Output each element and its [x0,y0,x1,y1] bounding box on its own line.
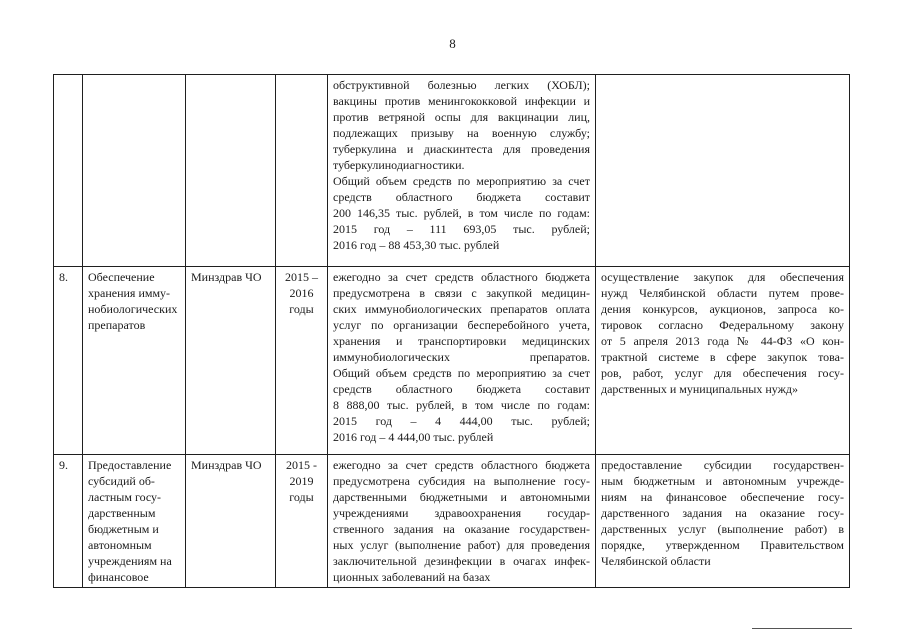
period-line: 2015 - [286,458,317,472]
title-line: препаратов [88,318,146,332]
title-line: ластным госу- [88,490,162,504]
mechanism-line: порядке, утвержденном Правительством [601,538,844,552]
row-number: 8. [59,270,68,284]
funding-line: иммунобиологических препаратов. [333,350,590,364]
funding-line: учреждениями здравоохранения государ- [333,506,590,520]
funding-line: 2016 год – 4 444,00 тыс. рублей [333,430,494,444]
mechanism-line: осуществление закупок для обеспечения [601,270,844,284]
mechanism-line: дарственных и муниципальных нужд» [601,382,798,396]
table-row [54,75,850,267]
funding-line: Общий объем средств по мероприятию за счет [333,366,590,380]
funding-line: ежегодно за счет средств областного бюджета [333,270,590,284]
funding-line: хранения и транспортировки медицинских [333,334,590,348]
activity-title-cell [83,455,186,588]
program-table [53,74,850,588]
executor-cell [186,455,276,588]
period-line: 2016 [289,286,314,300]
table-row [54,455,850,588]
funding-line: ных услуг (выполнение работ) для проведения [333,538,590,552]
title-line: учреждениям на [88,554,172,568]
funding-cell [328,267,596,455]
footer-rule [752,628,852,629]
period-cell [276,267,328,455]
funding-line: 2015 год – 4 444,00 тыс. рублей; [333,414,590,428]
row-number: 9. [59,458,68,472]
funding-line: 200 146,35 тыс. рублей, в том числе по годам: [333,206,590,220]
title-line: хранения имму- [88,286,171,300]
mechanism-cell [596,267,850,455]
mechanism-line: ров, работ, услуг для обеспечения госу- [601,366,844,380]
funding-line: средств областного бюджета составит [333,190,590,204]
period-cell [276,455,328,588]
funding-line: туберкулинодиагностики. [333,158,465,172]
funding-cell [328,455,596,588]
title-line: Предоставление [88,458,172,472]
funding-line: услуг по организации бесперебойного учета, [333,318,590,332]
funding-cell [328,75,596,267]
funding-line: 2015 год – 111 693,05 тыс. рублей; [333,222,590,236]
funding-line: ственного задания на оказание государствен- [333,522,590,536]
period-line: годы [289,490,314,504]
title-line: Обеспечение [88,270,155,284]
mechanism-line: дарственного задания на оказание госу- [601,506,844,520]
executor-cell [186,267,276,455]
table-row [54,267,850,455]
funding-line: ционных заболеваний на базах [333,570,491,584]
period-line: 2019 [289,474,314,488]
funding-line: 2016 год – 88 453,30 тыс. рублей [333,238,500,252]
funding-line: туберкулина и диаскинтеста для проведения [333,142,590,156]
title-line: автономным [88,538,152,552]
funding-line: Общий объем средств по мероприятию за счет [333,174,590,188]
page-number: 8 [449,36,456,51]
mechanism-line: Челябинской области [601,554,711,568]
mechanism-line: нужд Челябинской области путем прове- [601,286,844,300]
mechanism-line: ным бюджетным и автономным учрежде- [601,474,844,488]
activity-title-cell [83,267,186,455]
title-line: субсидий об- [88,474,155,488]
funding-line: вакцины против менингококковой инфекции и [333,94,590,108]
row-number-cell [54,455,83,588]
title-line: дарственным [88,506,156,520]
funding-line: обструктивной болезнью легких (ХОБЛ); [333,78,590,92]
mechanism-line: тировок согласно Федеральному закону [601,318,844,332]
funding-line: ских иммунобиологических препаратов оплата [333,302,590,316]
funding-line: ежегодно за счет средств областного бюджета [333,458,590,472]
mechanism-line: трактной системе в сфере закупок това- [601,350,844,364]
row-number-cell [54,267,83,455]
funding-line: 8 888,00 тыс. рублей, в том числе по годам: [333,398,590,412]
title-line: бюджетным и [88,522,159,536]
title-line: нобиологических [88,302,178,316]
mechanism-cell [596,455,850,588]
mechanism-line: ниям на финансовое обеспечение госу- [601,490,844,504]
row-number-cell [54,75,83,267]
executor: Минздрав ЧО [191,270,262,284]
funding-line: дарственными бюджетными и автономными [333,490,590,504]
funding-line: предусмотрена в связи с закупкой медицин- [333,286,590,300]
mechanism-line: дения конкурсов, аукционов, запроса ко- [601,302,844,316]
funding-line: подлежащих призыву на военную службу; [333,126,590,140]
executor-cell [186,75,276,267]
mechanism-line: от 5 апреля 2013 года № 44-ФЗ «О кон- [601,334,844,348]
title-line: финансовое [88,570,149,584]
mechanism-line: предоставление субсидии государствен- [601,458,844,472]
funding-line: против ветряной оспы для вакцинации лиц, [333,110,590,124]
mechanism-line: дарственных услуг (выполнение работ) в [601,522,844,536]
funding-line: заключительной дезинфекции в очагах инфек- [333,554,590,568]
executor: Минздрав ЧО [191,458,262,472]
period-cell [276,75,328,267]
funding-line: предусмотрена субсидия на выполнение госу- [333,474,590,488]
funding-line: средств областного бюджета составит [333,382,590,396]
activity-title-cell [83,75,186,267]
period-line: 2015 – [285,270,318,284]
period-line: годы [289,302,314,316]
mechanism-cell [596,75,850,267]
